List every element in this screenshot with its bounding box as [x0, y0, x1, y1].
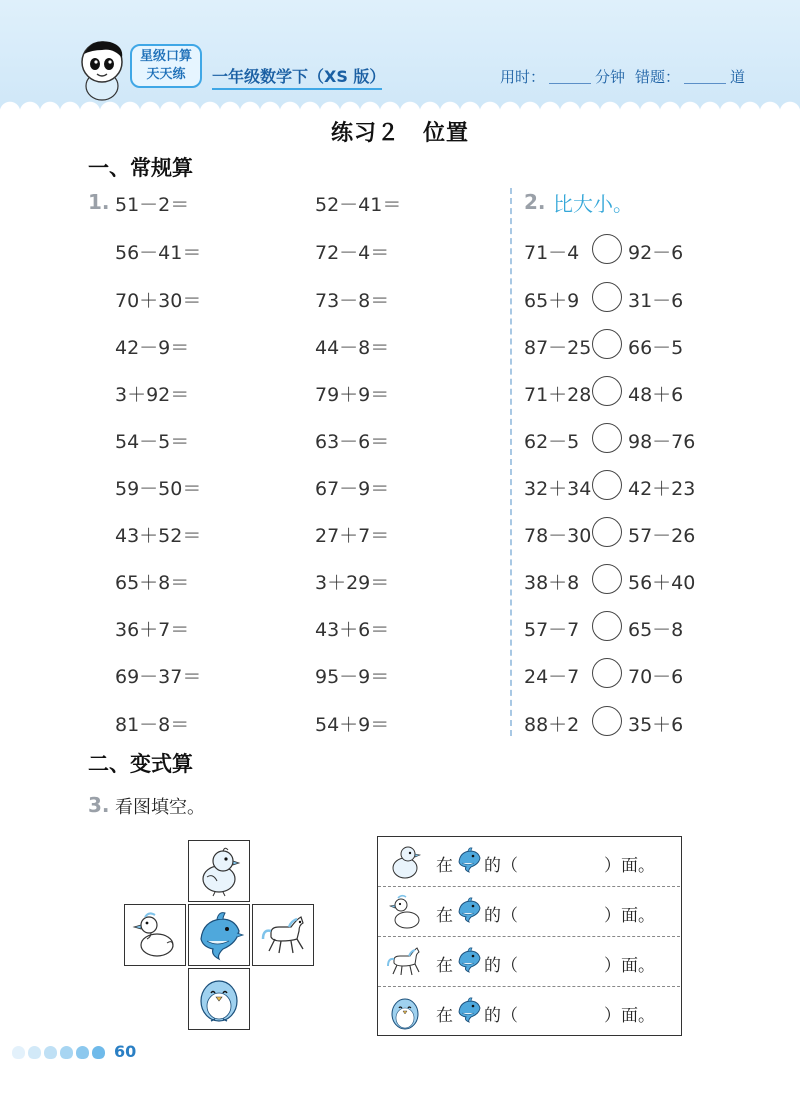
problem-col2-4: 44－8＝: [315, 337, 390, 359]
fill-of-label: 的（: [484, 856, 518, 876]
minute-label: 分钟: [595, 68, 626, 86]
brand-line1: 星级口算: [139, 49, 192, 64]
chick-icon: [193, 845, 245, 897]
answer-blank[interactable]: [528, 901, 598, 921]
fill-end-label: ）面。: [604, 1006, 655, 1026]
problem-col2-6: 63－6＝: [315, 431, 390, 453]
problem-col1-1: 51－2＝: [115, 194, 190, 216]
compare-right-2: 31－6: [628, 290, 684, 312]
compare-answer-circle[interactable]: [592, 517, 622, 547]
problem-col1-7: 59－50＝: [115, 478, 202, 500]
fill-at-label: 在: [436, 906, 453, 926]
answer-blank[interactable]: [528, 1001, 598, 1021]
question-2-text: 比大小。: [553, 192, 633, 216]
fill-of-label: 的（: [484, 1006, 518, 1026]
compare-right-10: 70－6: [628, 666, 684, 688]
compare-answer-circle[interactable]: [592, 564, 622, 594]
horse-icon: [386, 942, 424, 982]
compare-left-2: 65＋9: [524, 290, 580, 312]
compare-right-3: 66－5: [628, 337, 684, 359]
mascot-icon: [74, 36, 134, 102]
problem-col1-9: 65＋8＝: [115, 572, 190, 594]
footer-dot: [28, 1046, 41, 1059]
problem-col1-2: 56－41＝: [115, 242, 202, 264]
dolphin-icon: [456, 897, 482, 925]
problem-col2-12: 54＋9＝: [315, 714, 390, 736]
fill-at-label: 在: [436, 956, 453, 976]
duck-icon: [129, 909, 181, 961]
compare-right-1: 92－6: [628, 242, 684, 264]
penguin-icon: [386, 992, 424, 1032]
compare-right-11: 35＋6: [628, 714, 684, 736]
compare-left-10: 24－7: [524, 666, 580, 688]
fill-of-label: 的（: [484, 906, 518, 926]
errors-label: 错题：: [635, 68, 681, 86]
footer-dot: [12, 1046, 25, 1059]
fill-end-label: ）面。: [604, 906, 655, 926]
compare-left-9: 57－7: [524, 619, 580, 641]
compare-right-7: 57－26: [628, 525, 696, 547]
problem-col1-3: 70＋30＝: [115, 290, 202, 312]
problem-col1-10: 36＋7＝: [115, 619, 190, 641]
compare-answer-circle[interactable]: [592, 329, 622, 359]
problem-col2-11: 95－9＝: [315, 666, 390, 688]
problem-col2-2: 72－4＝: [315, 242, 390, 264]
chick-icon: [386, 842, 424, 882]
grade-title-underline: [212, 88, 382, 90]
fill-at-label: 在: [436, 1006, 453, 1026]
compare-left-4: 71＋28: [524, 384, 592, 406]
compare-answer-circle[interactable]: [592, 611, 622, 641]
answer-blank[interactable]: [528, 951, 598, 971]
page-title: 练习２ 位置: [330, 121, 469, 146]
problem-col1-4: 42－9＝: [115, 337, 190, 359]
compare-answer-circle[interactable]: [592, 282, 622, 312]
compare-right-9: 65－8: [628, 619, 684, 641]
page-header: [0, 0, 800, 112]
compare-answer-circle[interactable]: [592, 706, 622, 736]
footer-dot: [44, 1046, 57, 1059]
question-2-number: 2.: [524, 190, 546, 214]
fill-at-label: 在: [436, 856, 453, 876]
fill-of-label: 的（: [484, 956, 518, 976]
question-1-number: 1.: [88, 190, 110, 214]
grid-cell-top: [188, 840, 250, 902]
footer-dot: [76, 1046, 89, 1059]
question-3-number: 3.: [88, 793, 110, 817]
problem-col2-3: 73－8＝: [315, 290, 390, 312]
grid-cell-center: [188, 904, 250, 966]
fill-row-3: [378, 937, 680, 987]
fill-end-label: ）面。: [604, 956, 655, 976]
fill-row-1: [378, 837, 680, 887]
compare-right-6: 42＋23: [628, 478, 696, 500]
compare-left-1: 71－4: [524, 242, 580, 264]
timing-box: [500, 66, 745, 87]
problem-col1-6: 54－5＝: [115, 431, 190, 453]
time-label: 用时：: [500, 68, 546, 86]
dolphin-icon: [456, 997, 482, 1025]
problem-col2-10: 43＋6＝: [315, 619, 390, 641]
problem-col2-1: 52－41＝: [315, 194, 402, 216]
question-3-text: 看图填空。: [115, 797, 205, 818]
fill-row-4: [378, 987, 680, 1037]
problem-col2-9: 3＋29＝: [315, 572, 390, 594]
column-divider: [510, 188, 512, 736]
compare-answer-circle[interactable]: [592, 423, 622, 453]
problem-col1-11: 69－37＝: [115, 666, 202, 688]
dolphin-icon: [456, 947, 482, 975]
answer-blank[interactable]: [528, 851, 598, 871]
section-title-regular: 一、常规算: [88, 156, 193, 180]
grid-cell-left: [124, 904, 186, 966]
time-blank[interactable]: [549, 83, 591, 84]
compare-left-8: 38＋8: [524, 572, 580, 594]
footer-dot: [60, 1046, 73, 1059]
problem-col2-5: 79＋9＝: [315, 384, 390, 406]
duck-icon: [386, 892, 424, 932]
compare-left-7: 78－30: [524, 525, 592, 547]
page-number: 60: [114, 1042, 137, 1061]
compare-left-5: 62－5: [524, 431, 580, 453]
footer-dot: [92, 1046, 105, 1059]
dolphin-icon: [456, 847, 482, 875]
compare-left-11: 88＋2: [524, 714, 580, 736]
section-title-variant: 二、变式算: [88, 752, 193, 776]
brand-badge: [130, 44, 202, 88]
problem-col1-12: 81－8＝: [115, 714, 190, 736]
compare-right-4: 48＋6: [628, 384, 684, 406]
penguin-icon: [193, 973, 245, 1025]
fill-row-2: [378, 887, 680, 937]
problem-col2-7: 67－9＝: [315, 478, 390, 500]
horse-icon: [257, 909, 309, 961]
problem-col1-5: 3＋92＝: [115, 384, 190, 406]
compare-answer-circle[interactable]: [592, 470, 622, 500]
compare-answer-circle[interactable]: [592, 376, 622, 406]
grade-title: 一年级数学下（XS 版）: [212, 67, 386, 86]
grid-cell-right: [252, 904, 314, 966]
compare-answer-circle[interactable]: [592, 234, 622, 264]
problem-col1-8: 43＋52＝: [115, 525, 202, 547]
fill-end-label: ）面。: [604, 856, 655, 876]
compare-right-5: 98－76: [628, 431, 696, 453]
compare-answer-circle[interactable]: [592, 658, 622, 688]
compare-right-8: 56＋40: [628, 572, 696, 594]
errors-blank[interactable]: [684, 83, 726, 84]
errors-unit: 道: [730, 68, 746, 86]
compare-left-6: 32＋34: [524, 478, 592, 500]
brand-line2: 天天练: [146, 67, 186, 82]
compare-left-3: 87－25: [524, 337, 592, 359]
problem-col2-8: 27＋7＝: [315, 525, 390, 547]
fill-in-table: [377, 836, 682, 1036]
grid-cell-bottom: [188, 968, 250, 1030]
dolphin-icon: [193, 909, 245, 961]
